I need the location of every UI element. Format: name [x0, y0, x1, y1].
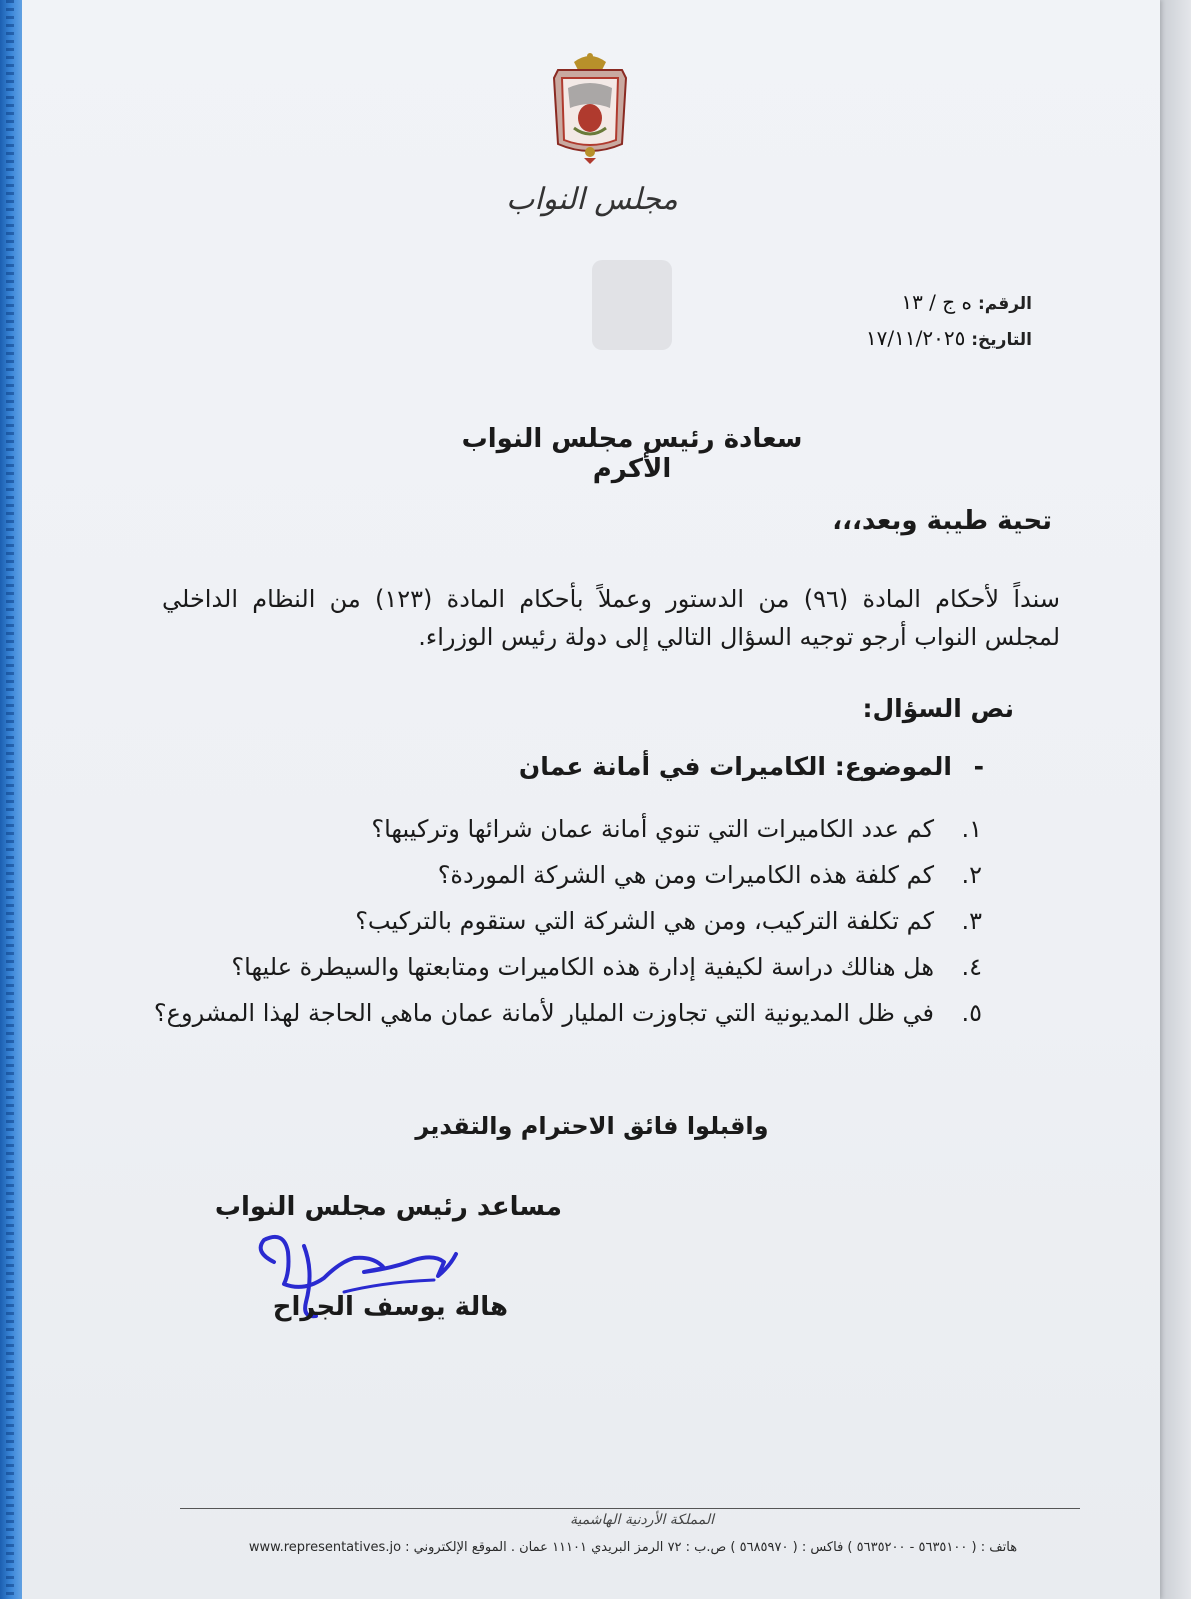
question-text: هل هنالك دراسة لكيفية إدارة هذه الكاميرات ومتابعتها والسيطرة عليها؟ [231, 953, 934, 981]
coat-of-arms-icon [544, 48, 636, 166]
body-paragraph: سنداً لأحكام المادة (٩٦) من الدستور وعملاً بأحكام المادة (١٢٣) من النظام الداخلي لمجلس النواب أرجو توجيه السؤال التالي إلى دولة رئيس الوزراء. [162, 585, 1060, 651]
reference-value: ه ج / ١٣ [901, 290, 973, 314]
question-item [152, 852, 982, 898]
question-text: كم عدد الكاميرات التي تنوي أمانة عمان شرائها وتركيبها؟ [371, 815, 934, 843]
question-item [152, 944, 982, 990]
footer-kingdom-text: المملكة الأردنية الهاشمية [569, 1512, 715, 1528]
addressee: سعادة رئيس مجلس النواب الأكرم [461, 424, 803, 484]
watermark-emblem-icon [582, 250, 682, 360]
date-label: التاريخ: [971, 330, 1032, 350]
question-number: ١. [961, 815, 982, 843]
question-text: في ظل المديونية التي تجاوزت المليار لأمانة عمان ماهي الحاجة لهذا المشروع؟ [153, 999, 934, 1027]
background-edge [1159, 0, 1191, 1599]
signatory-name: هالة يوسف الجراح [272, 1292, 508, 1322]
folder-binding-dots [6, 0, 14, 1599]
subject-line: الموضوع: الكاميرات في أمانة عمان [518, 752, 952, 781]
letter-date [866, 326, 1032, 350]
question-number: ٤. [961, 953, 982, 981]
question-heading: نص السؤال: [862, 694, 1014, 723]
question-text: كم كلفة هذه الكاميرات ومن هي الشركة الموردة؟ [437, 861, 934, 889]
signatory-title: مساعد رئيس مجلس النواب [214, 1192, 562, 1222]
question-item [152, 806, 982, 852]
reference-number [901, 290, 1032, 314]
subject-dash: - [973, 752, 984, 781]
letter-page [22, 0, 1160, 1599]
question-list [152, 806, 982, 1036]
footer-contact: هاتف : ( ٥٦٣٥١٠٠ - ٥٦٣٥٢٠٠ ) فاكس : ( ٥٦٨٥٩٧٠ ) ص.ب : ٧٢ الرمز البريدي ١١١٠١ عمان . الموقع الإلكتروني : www.representatives.jo [248, 1540, 1018, 1555]
closing-line: واقبلوا فائق الاحترام والتقدير [415, 1112, 769, 1140]
footer-divider [180, 1508, 1080, 1509]
greeting: تحية طيبة وبعد،،، [832, 506, 1052, 536]
reference-label: الرقم: [977, 294, 1032, 314]
date-value: ١٧/١١/٢٠٢٥ [865, 326, 966, 350]
question-number: ٢. [961, 861, 982, 889]
question-item [152, 990, 982, 1036]
question-text: كم تكلفة التركيب، ومن هي الشركة التي ستقوم بالتركيب؟ [355, 907, 934, 935]
question-item [152, 898, 982, 944]
question-number: ٥. [961, 999, 982, 1027]
parliament-logo-text: مجلس النواب [506, 182, 678, 217]
question-number: ٣. [961, 907, 982, 935]
